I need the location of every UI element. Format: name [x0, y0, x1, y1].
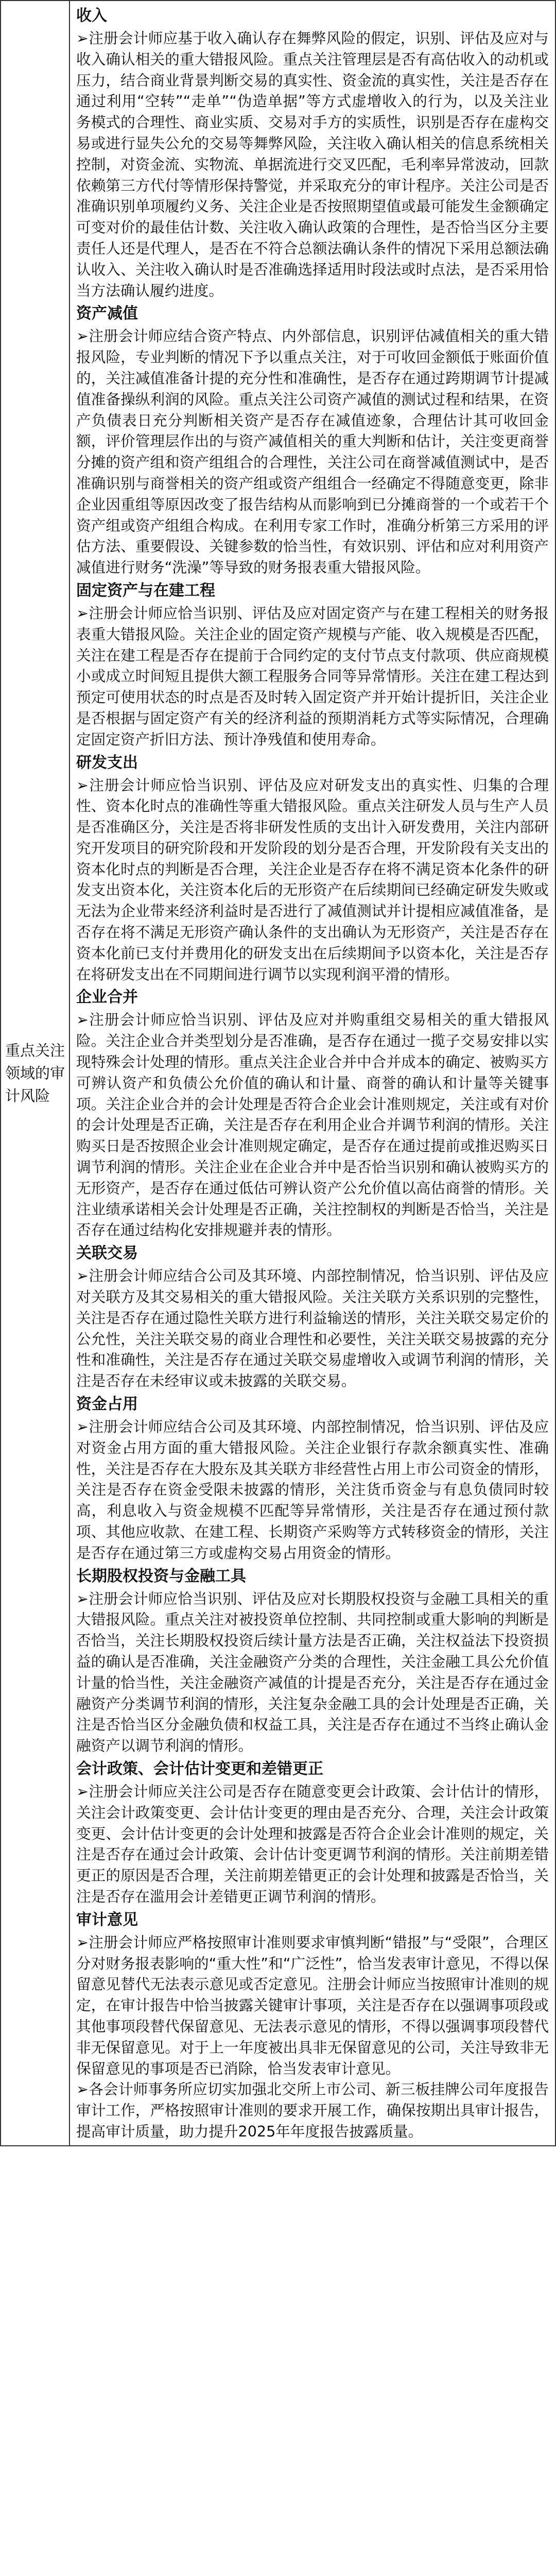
section-6 — [76, 1243, 549, 1392]
section-heading: 长期股权投资与金融工具 — [76, 1567, 246, 1585]
section-heading: 资产减值 — [76, 304, 138, 323]
section-paragraph: ➢注册会计师应基于收入确认存在舞弊风险的假定，识别、评估及应对与收入确认相关的重大错报风险。重点关注管理层是否有高估收入的动机或压力，结合商业背景判断交易的真实性、资金流的真实性，关注是否存在通过利用“空转”“走单”“伪造单据”等方式虚增收入的行为，以及关注业务模式的合理性、商业实质、交易对手方的实质性，识别是否存在虚构交易或进行显失公允的交易等舞弊风险，关注收入确认相关的信息系统相关控制，对资金流、实物流、单据流进行交叉匹配，毛利率异常波动，回款依赖第三方代付等情形保持警觉，并采取充分的审计程序。关注公司是否准确识别单项履约义务、关注企业是否按照期望值或最可能发生金额确定可变对价的最佳估计数、关注收入确认政策的合理性，是否恰当区分主要责任人还是代理人，是否在不符合总额法确认条件的情况下采用总额法确认收入、关注收入确认时是否准确选择适用时段法或时点法，是否采用恰当方法确认履约进度。 — [76, 29, 549, 299]
section-paragraph: ➢注册会计师应结合资产特点、内外部信息，识别评估减值相关的重大错报风险，专业判断的情况下予以重点关注，对于可收回金额低于账面价值的，关注减值准备计提的充分性和准确性，是否存在通过跨期调节计提减值准备操纵利润的风险。重点关注公司资产减值的测试过程和结果，在资产负债表日充分判断相关资产是否存在减值迹象，合理估计其可收回金额，评价管理层作出的与资产减值相关的重大判断和估计，关注变更商誉分摊的资产组和资产组组合的合理性，关注公司在商誉减值测试中，是否准确识别与商誉相关的资产组或资产组组合一经确定不得随意变更，除非企业因重组等原因改变了报告结构从而影响到已分摊商誉的一个或若干个资产组或资产组组合构成。在利用专家工作时，准确分析第三方采用的评估方法、重要假设、关键参数的恰当性，有效识别、评估和应对利用资产减值进行财务“洗澡”等导致的财务报表重大错报风险。 — [76, 327, 549, 577]
section-heading: 研发支出 — [76, 753, 138, 772]
section-heading: 收入 — [76, 7, 107, 25]
section-paragraph: ➢注册会计师应恰当识别、评估及应对研发支出的真实性、归集的合理性、资本化时点的准确性等重大错报风险。重点关注研发人员与生产人员是否准确区分，关注是否将非研发性质的支出计入研发费用，关注内部研究开发项目的研究阶段和开发阶段的划分是否合理，开发阶段有关支出的资本化时点的判断是否合理，关注企业是否存在将不满足资本化条件的研发支出资本化，关注资本化后的无形资产在后续期间已经确定研发失败或无法为企业带来经济利益时是否进行了减值测试并计提相应减值准备，是否存在将不满足无形资产确认条件的支出确认为无形资产，关注是否存在资本化前已支付并费用化的研发支出在后续期间予以资本化，关注是否存在将研发支出在不同期间进行调节以实现利润平滑的情形。 — [76, 776, 549, 983]
section-heading: 企业合并 — [76, 988, 138, 1007]
section-4 — [76, 752, 549, 985]
section-heading: 关联交易 — [76, 1244, 138, 1263]
section-heading: 会计政策、会计估计变更和差错更正 — [76, 1759, 323, 1778]
section-heading: 固定资产与在建工程 — [76, 581, 215, 600]
section-7 — [76, 1394, 549, 1564]
section-2 — [76, 303, 549, 578]
section-paragraph: ➢注册会计师应严格按照审计准则要求审慎判断“错报”与“受限”，合理区分对财务报表影响的“重大性”和“广泛性”，恰当发表审计意见，不得以保留意见替代无法表示意见或否定意见。注册会计师应当按照审计准则的规定，在审计报告中恰当披露关键审计事项，关注是否存在以强调事项段或其他事项段替代保留意见、无法表示意见的情形，不得以强调事项段替代非无保留意见。对于上一年度被出具非无保留意见的公司，关注导致非无保留意见的事项是否已消除，恰当发表审计意见。 — [76, 1933, 549, 2077]
content-cell — [70, 1, 555, 2146]
table-row — [1, 1, 555, 2146]
section-paragraph: ➢注册会计师应结合公司及其环境、内部控制情况，恰当识别、评估及应对关联方及其交易相关的重大错报风险。关注关联方关系识别的完整性，关注是否存在通过隐性关联方进行利益输送的情形，关注关联交易定价的公允性，关注关联交易的商业合理性和必要性，关注关联交易披露的充分性和准确性，关注是否存在通过关联交易虚增收入或调节利润的情形，关注是否存在未经审议或未披露的关联交易。 — [76, 1267, 549, 1390]
row-label: 重点关注领域的审计风险 — [1, 1, 70, 2146]
section-paragraph: ➢注册会计师应结合公司及其环境、内部控制情况，恰当识别、评估及应对资金占用方面的重大错报风险。关注企业银行存款余额真实性、准确性，关注是否存在大股东及其关联方非经营性占用上市公司资金的情形，关注是否存在资金受限未披露的情形，关注货币资金与有息负债同时较高，利息收入与资金规模不匹配等异常情形，关注是否存在通过预付款项、其他应收款、在建工程、长期资产采购等方式转移资金的情形，关注是否存在通过第三方或虚构交易占用资金的情形。 — [76, 1418, 549, 1562]
section-8 — [76, 1566, 549, 1756]
section-heading: 资金占用 — [76, 1395, 138, 1414]
section-9 — [76, 1758, 549, 1907]
section-heading: 审计意见 — [76, 1910, 138, 1929]
section-1 — [76, 5, 549, 301]
section-paragraph: ➢注册会计师应关注公司是否存在随意变更会计政策、会计估计的情形，关注会计政策变更、会计估计变更的理由是否充分、合理，关注会计政策变更、会计估计变更的会计处理和披露是否符合企业会计准则的规定，关注是否存在通过会计政策、会计估计变更调节利润的情形。关注前期差错更正的原因是否合理，关注前期差错更正的会计处理和披露是否恰当，关注是否存在滥用会计差错更正调节利润的情形。 — [76, 1782, 549, 1905]
section-3 — [76, 580, 549, 750]
section-paragraph: ➢各会计师事务所应切实加强北交所上市公司、新三板挂牌公司年度报告审计工作，严格按照审计准则的要求开展工作，确保按期出具审计报告，提高审计质量，助力提升2025年年度报告披露质量。 — [76, 2080, 549, 2140]
section-10 — [76, 1909, 549, 2142]
section-paragraph: ➢注册会计师应恰当识别、评估及应对固定资产与在建工程相关的财务报表重大错报风险。关注企业的固定资产规模与产能、收入规模是否匹配，关注在建工程是否存在提前于合同约定的支付节点支付款项、供应商规模小或成立时间短且提供大额工程服务合同等异常情形。关注在建工程达到预定可使用状态的时点是否及时转入固定资产并开始计提折旧，关注企业是否根据与固定资产有关的经济利益的预期消耗方式等实际情况，合理确定固定资产折旧方法、预计净残值和使用寿命。 — [76, 604, 549, 748]
section-paragraph: ➢注册会计师应恰当识别、评估及应对长期股权投资与金融工具相关的重大错报风险。重点关注对被投资单位控制、共同控制或重大影响的判断是否恰当，关注长期股权投资后续计量方法是否正确，关注权益法下投资损益的确认是否准确，关注金融资产分类的合理性，关注金融工具公允价值计量的恰当性，关注金融资产减值的计提是否充分，关注是否存在通过金融资产分类调节利润的情形，关注复杂金融工具的会计处理是否正确，关注是否恰当区分金融负债和权益工具，关注是否存在通过不当终止确认金融资产以调节利润的情形。 — [76, 1589, 549, 1755]
section-5 — [76, 987, 549, 1241]
section-paragraph: ➢注册会计师应恰当识别、评估及应对并购重组交易相关的重大错报风险。关注企业合并类型划分是否准确，是否存在通过一揽子交易安排以实现特殊会计处理的情形。重点关注企业合并中合并成本的确定、被购买方可辨认资产和负债公允价值的确认和计量、商誉的确认和计量等关键事项。关注企业合并的会计处理是否符合企业会计准则规定，关注或有对价的会计处理是否正确，关注是否存在利用企业合并调节利润的情形。关注购买日是否按照企业会计准则规定确定，是否存在通过提前或推迟购买日调节利润的情形。关注企业在企业合并中是否恰当识别和确认被购买方的无形资产，是否存在通过低估可辨认资产公允价值以高估商誉的情形。关注业绩承诺相关会计处理是否正确，关注控制权的判断是否恰当，关注是否存在通过结构化安排规避并表的情形。 — [76, 1011, 549, 1239]
